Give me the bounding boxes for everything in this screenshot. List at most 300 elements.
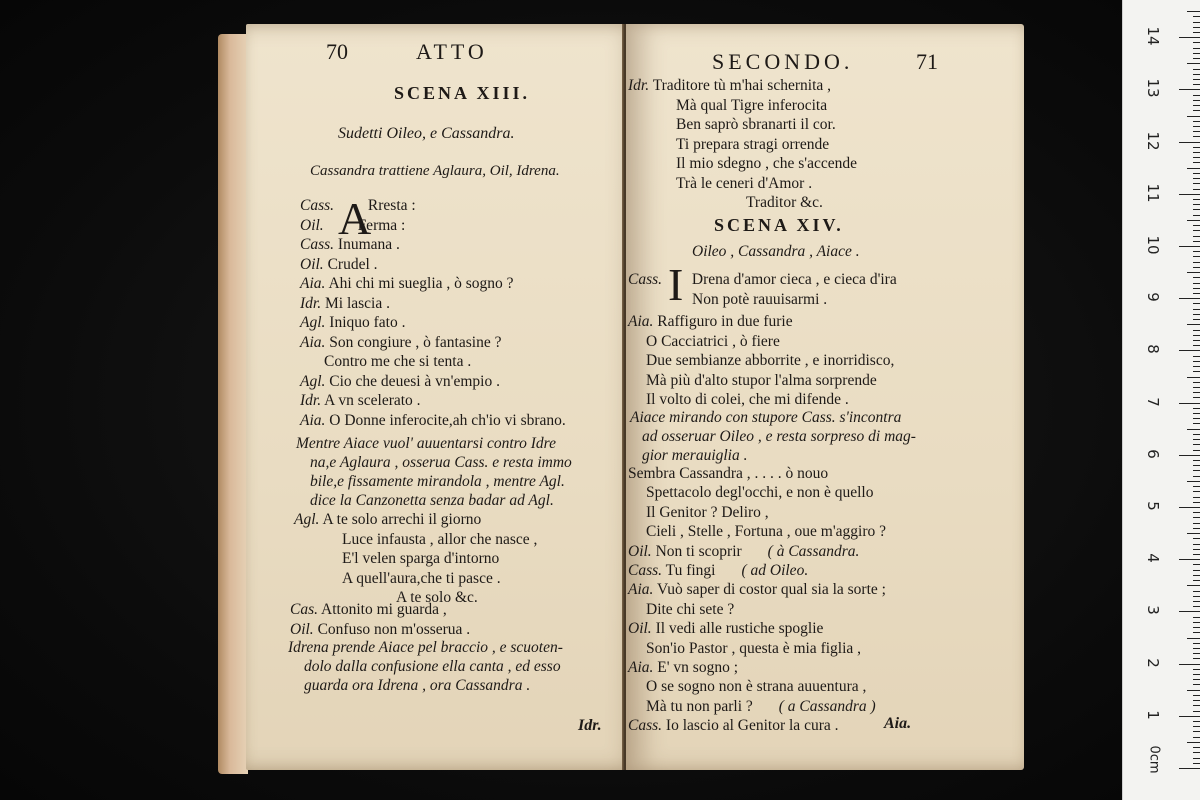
ruler-tick [1193, 345, 1200, 346]
speaker-label: Idr. [628, 77, 650, 94]
text-line [342, 569, 501, 588]
ruler-tick [1193, 538, 1200, 539]
ruler-tick [1193, 387, 1200, 388]
text-line [646, 503, 769, 522]
ruler-tick [1193, 147, 1200, 148]
ruler-tick [1179, 455, 1200, 456]
ruler-tick [1193, 251, 1200, 252]
ruler-tick [1193, 183, 1200, 184]
verse-text: Il Genitor ? Deliro , [646, 503, 769, 521]
verse-text: Mà tu non parli ? [646, 697, 753, 715]
ruler-tick [1193, 262, 1200, 263]
characters: Oileo , Cassandra , Aiace . [692, 243, 860, 260]
verse-text: Raffiguro in due furie [657, 313, 793, 330]
text-line [342, 530, 537, 549]
ruler-number: 4 [1144, 553, 1162, 563]
speaker-label: Cass. [300, 236, 335, 253]
ruler-tick [1193, 58, 1200, 59]
ruler-tick [1193, 236, 1200, 237]
verse-text: Mà più d'alto stupor l'alma sorprende [646, 371, 877, 389]
text-line [300, 411, 566, 430]
verse-text: Rresta : [367, 197, 416, 214]
verse-text: Son'io Pastor , questa è mia figlia , [646, 639, 862, 657]
ruler-unit-label: 0cm [1146, 745, 1162, 774]
speaker-label: Cass. [628, 717, 663, 735]
verse-text: E' vn sogno ; [657, 659, 739, 676]
ruler-tick [1193, 173, 1200, 174]
text-line [342, 549, 499, 568]
text-line [646, 390, 849, 409]
ruler-tick [1193, 277, 1200, 278]
direction-line: ad osseruar Oileo , e resta sorpreso di mag- [642, 428, 916, 445]
speaker-label: Cass. [628, 271, 663, 288]
text-line [628, 658, 738, 677]
ruler-tick [1187, 742, 1200, 743]
ruler-tick [1193, 497, 1200, 498]
ruler-tick [1193, 162, 1200, 163]
ruler-tick [1193, 726, 1200, 727]
ruler-tick [1187, 116, 1200, 117]
ruler-tick [1187, 324, 1200, 325]
text-line [628, 312, 793, 331]
speaker-label: Cass. [300, 197, 335, 214]
ruler-tick [1193, 303, 1200, 304]
direction-line: dice la Canzonetta senza badar ad Agl. [310, 492, 554, 509]
ruler-tick [1193, 439, 1200, 440]
text-line [676, 135, 829, 154]
ruler-number: 2 [1144, 657, 1162, 668]
verse-text: Il vedi alle rustiche spoglie [655, 620, 824, 638]
ruler-tick [1193, 126, 1200, 127]
text-line [290, 620, 470, 639]
ruler-tick [1193, 32, 1200, 33]
ruler-tick [1193, 84, 1200, 85]
ruler-tick [1179, 559, 1200, 560]
page-number: 70 [326, 39, 348, 64]
ruler-tick [1193, 434, 1200, 435]
ruler-tick [1193, 392, 1200, 393]
ruler-tick [1193, 42, 1200, 43]
verse-text: Non ti scoprir [655, 542, 742, 560]
speaker-label: Idr. [300, 294, 322, 312]
ruler-tick [1193, 267, 1200, 268]
ruler-tick [1193, 209, 1200, 210]
verse-text: O Cacciatrici , ò fiere [646, 332, 780, 350]
ruler-tick [1193, 658, 1200, 659]
direction-line: bile,e fissamente mirandola , mentre Agl. [310, 473, 565, 490]
text-line [646, 639, 861, 658]
verse-text: Due sembianze abborrite , e inorridisco, [646, 352, 895, 369]
characters: Sudetti Oileo, e Cassandra. [338, 125, 515, 142]
ruler-tick [1193, 408, 1200, 409]
ruler-tick [1179, 507, 1200, 508]
ruler-tick [1193, 444, 1200, 445]
ruler-tick [1179, 298, 1200, 299]
ruler-tick [1193, 653, 1200, 654]
ruler-tick [1193, 48, 1200, 49]
text-line [300, 274, 514, 293]
verse-text: A vn scelerato . [324, 392, 421, 409]
verse-text: Spettacolo degl'occhi, e non è quello [646, 484, 874, 502]
ruler-tick [1193, 731, 1200, 732]
verse-text: Io lascio al Genitor la cura . [665, 717, 839, 735]
text-line [628, 464, 828, 483]
text-line [646, 600, 734, 619]
ruler-tick [1187, 11, 1200, 12]
ruler-tick [1193, 627, 1200, 628]
ruler-tick [1187, 220, 1200, 221]
ruler-tick [1193, 674, 1200, 675]
verse-text: Mi lascia . [324, 294, 390, 312]
verse-text: Trà le ceneri d'Amor . [676, 174, 813, 192]
ruler-tick [1193, 763, 1200, 764]
ruler-tick [1193, 460, 1200, 461]
ruler-tick [1193, 330, 1200, 331]
ruler-number: 13 [1144, 78, 1162, 98]
verse-text: Son congiure , ò fantasine ? [329, 333, 502, 351]
ruler-tick [1193, 523, 1200, 524]
scene-title: SCENA XIV. [714, 215, 844, 235]
text-line [290, 600, 447, 619]
ruler-tick [1193, 643, 1200, 644]
ruler-number: 1 [1144, 710, 1162, 720]
running-head: ATTO [416, 39, 488, 64]
ruler-tick [1193, 22, 1200, 23]
drop-cap: I [668, 259, 684, 310]
ruler-tick [1193, 570, 1200, 571]
ruler-tick [1193, 752, 1200, 753]
ruler-number: 14 [1144, 26, 1162, 46]
direction-line: guarda ora Idrena , ora Cassandra . [304, 677, 531, 694]
ruler-tick [1193, 580, 1200, 581]
scene-title: SCENA XIII. [394, 83, 531, 103]
ruler-tick [1187, 168, 1200, 169]
speaker-label: Oil. [300, 255, 324, 273]
ruler-tick [1179, 716, 1200, 717]
aside-direction: ( à Cassandra. [767, 542, 860, 560]
speaker-label: Agl. [294, 511, 320, 528]
speaker-label: Aia. [300, 333, 326, 351]
ruler-tick [1193, 157, 1200, 158]
ruler-tick [1193, 319, 1200, 320]
text-line [628, 716, 839, 735]
ruler-tick [1187, 272, 1200, 273]
text-line [746, 193, 823, 212]
text-line [300, 313, 405, 332]
verse-text: Cio che deuesi à vn'empio . [329, 372, 500, 390]
ruler-tick [1193, 189, 1200, 190]
verse-text: O se sogno non è strana auuentura , [646, 678, 867, 696]
ruler-tick [1187, 585, 1200, 586]
verse-text: A te solo &c. [396, 589, 478, 606]
text-line [646, 371, 877, 390]
text-line [300, 294, 390, 313]
ruler-tick [1193, 747, 1200, 748]
text-line [646, 697, 876, 716]
ruler-tick [1193, 356, 1200, 357]
ruler-tick [1193, 617, 1200, 618]
ruler-tick [1193, 465, 1200, 466]
ruler-number: 7 [1144, 396, 1162, 407]
text-line [646, 483, 873, 502]
measuring-ruler [1122, 0, 1200, 800]
ruler-tick [1193, 528, 1200, 529]
ruler-tick [1193, 622, 1200, 623]
ruler-tick [1193, 544, 1200, 545]
verse-text: Crudel . [327, 255, 378, 273]
speaker-label: Cass. [628, 562, 663, 579]
ruler-tick [1193, 256, 1200, 257]
ruler-tick [1193, 470, 1200, 471]
ruler-tick [1187, 481, 1200, 482]
speaker-label: Aia. [628, 659, 654, 676]
ruler-number: 11 [1144, 183, 1162, 203]
ruler-tick [1193, 591, 1200, 592]
ruler-tick [1179, 664, 1200, 665]
speaker-label: Oil. [300, 216, 324, 234]
speaker-label: Cas. [290, 601, 318, 618]
text-line [628, 76, 831, 95]
ruler-tick [1187, 690, 1200, 691]
verse-text: Traditore tù m'hai schernita , [652, 77, 831, 94]
verse-text: Luce infausta , allor che nasce , [342, 530, 538, 548]
speaker-label: Aia. [300, 411, 326, 429]
text-line [646, 677, 866, 696]
ruler-tick [1187, 638, 1200, 639]
verse-text: Confuso non m'osserua . [317, 620, 471, 638]
ruler-tick [1179, 194, 1200, 195]
verse-text: Non potè rauuisarmi . [692, 290, 828, 308]
text-line [300, 391, 421, 410]
drop-cap: A [338, 193, 372, 244]
ruler-tick [1193, 288, 1200, 289]
ruler-tick [1193, 476, 1200, 477]
ruler-tick [1179, 350, 1200, 351]
text-line [646, 351, 894, 370]
ruler-tick [1187, 533, 1200, 534]
verse-text: Mà qual Tigre inferocita [676, 96, 828, 114]
ruler-tick [1193, 366, 1200, 367]
text-line [628, 580, 886, 599]
text-line [646, 522, 886, 541]
ruler-tick [1193, 152, 1200, 153]
verse-text: Ben saprò sbranarti il cor. [676, 116, 836, 133]
text-line [676, 174, 812, 193]
direction-line: Idrena prende Aiace pel braccio , e scuoten- [288, 639, 563, 656]
ruler-tick [1187, 377, 1200, 378]
ruler-tick [1179, 246, 1200, 247]
stage-direction: Cassandra trattiene Aglaura, Oil, Idrena. [310, 163, 560, 179]
open-book [218, 20, 1030, 778]
ruler-tick [1179, 611, 1200, 612]
speaker-label: Idr. [300, 392, 322, 409]
ruler-tick [1193, 16, 1200, 17]
ruler-tick [1193, 450, 1200, 451]
verse-text: Sembra Cassandra , . . . . ò nouo [628, 465, 829, 482]
ruler-tick [1193, 721, 1200, 722]
verse-text: Inumana . [337, 236, 400, 253]
ruler-tick [1193, 632, 1200, 633]
verse-text: Attonito mi guarda , [321, 601, 447, 618]
ruler-tick [1179, 768, 1200, 769]
ruler-tick [1193, 684, 1200, 685]
ruler-tick [1193, 74, 1200, 75]
ruler-tick [1179, 89, 1200, 90]
ruler-tick [1193, 110, 1200, 111]
ruler-tick [1193, 397, 1200, 398]
ruler-tick [1193, 554, 1200, 555]
verse-text: Ti prepara stragi orrende [676, 135, 830, 153]
aside-direction: ( ad Oileo. [741, 562, 809, 579]
ruler-tick [1193, 596, 1200, 597]
ruler-tick [1193, 491, 1200, 492]
speaker-label: Oil. [290, 620, 314, 638]
ruler-tick [1193, 382, 1200, 383]
verse-text: Traditor &c. [746, 194, 823, 211]
ruler-tick [1193, 131, 1200, 132]
ruler-number: 3 [1144, 605, 1162, 616]
ruler-tick [1193, 309, 1200, 310]
speaker-label: Aia. [628, 581, 654, 599]
verse-text: Tu fingi [665, 562, 716, 579]
speaker-label: Oil. [628, 542, 652, 560]
text-line [300, 372, 500, 391]
ruler-tick [1179, 37, 1200, 38]
direction-line: dolo dalla confusione ella canta , ed esso [304, 658, 561, 675]
ruler-tick [1193, 695, 1200, 696]
ruler-tick [1193, 27, 1200, 28]
direction-line: Aiace mirando con stupore Cass. s'incontra [630, 409, 902, 426]
ruler-tick [1193, 335, 1200, 336]
text-line [646, 332, 780, 351]
ruler-tick [1193, 711, 1200, 712]
direction-line: Mentre Aiace vuol' auuentarsi contro Idre [296, 435, 557, 452]
ruler-tick [1193, 737, 1200, 738]
ruler-tick [1193, 502, 1200, 503]
verse-text: A quell'aura,che ti pasce . [342, 569, 501, 587]
ruler-tick [1193, 564, 1200, 565]
ruler-tick [1193, 549, 1200, 550]
text-line [294, 510, 481, 529]
ruler-number: 9 [1144, 292, 1162, 302]
ruler-tick [1193, 340, 1200, 341]
text-line [676, 115, 836, 134]
speaker-label: Agl. [300, 314, 326, 331]
ruler-tick [1193, 679, 1200, 680]
verse-text: Contro me che si tenta . [324, 353, 472, 370]
ruler-tick [1179, 142, 1200, 143]
speaker-label: Oil. [628, 620, 652, 638]
catchword: Aia. [884, 715, 912, 732]
ruler-tick [1187, 429, 1200, 430]
page-edges [218, 34, 248, 774]
ruler-tick [1193, 105, 1200, 106]
ruler-tick [1193, 100, 1200, 101]
ruler-tick [1193, 606, 1200, 607]
aside-direction: ( a Cassandra ) [778, 697, 876, 715]
ruler-tick [1193, 413, 1200, 414]
right-page [626, 24, 1024, 770]
ruler-tick [1193, 648, 1200, 649]
ruler-number: 10 [1144, 235, 1162, 255]
ruler-tick [1193, 293, 1200, 294]
verse-text: Ferma : [357, 216, 406, 234]
ruler-tick [1193, 79, 1200, 80]
text-line [628, 542, 859, 561]
direction-line: gior merauiglia . [642, 447, 748, 464]
ruler-tick [1193, 199, 1200, 200]
speaker-label: Aia. [628, 313, 654, 330]
page-number: 71 [916, 49, 938, 74]
ruler-tick [1193, 700, 1200, 701]
ruler-number: 5 [1144, 501, 1162, 511]
text-line [676, 96, 827, 115]
text-line [628, 270, 897, 289]
speaker-label: Aia. [300, 275, 326, 292]
left-page [246, 24, 646, 770]
text-line [300, 333, 501, 352]
ruler-number: 6 [1144, 449, 1162, 459]
ruler-tick [1193, 669, 1200, 670]
running-head: SECONDO. [712, 49, 854, 74]
ruler-tick [1193, 361, 1200, 362]
verse-text: O Donne inferocite,ah ch'io vi sbrano. [329, 411, 566, 429]
ruler-number: 8 [1144, 344, 1162, 355]
verse-text: Cieli , Stelle , Fortuna , oue m'aggiro ? [646, 523, 886, 541]
text-line [324, 352, 471, 371]
ruler-tick [1193, 121, 1200, 122]
verse-text: A te solo arrechi il giorno [322, 511, 482, 528]
ruler-tick [1193, 423, 1200, 424]
ruler-tick [1193, 230, 1200, 231]
ruler-tick [1193, 241, 1200, 242]
ruler-tick [1179, 403, 1200, 404]
ruler-tick [1193, 95, 1200, 96]
ruler-tick [1193, 371, 1200, 372]
ruler-tick [1187, 63, 1200, 64]
ruler-tick [1193, 486, 1200, 487]
verse-text: Drena d'amor cieca , e cieca d'ira [691, 271, 897, 288]
text-line [628, 561, 808, 580]
ruler-tick [1193, 283, 1200, 284]
ruler-tick [1193, 136, 1200, 137]
catchword: Idr. [578, 717, 602, 734]
ruler-tick [1193, 178, 1200, 179]
ruler-number: 12 [1144, 131, 1162, 151]
ruler-tick [1193, 53, 1200, 54]
ruler-tick [1193, 204, 1200, 205]
ruler-tick [1193, 418, 1200, 419]
text-line [692, 290, 827, 309]
text-line [300, 255, 378, 274]
verse-text: Vuò saper di costor qual sia la sorte ; [657, 581, 886, 599]
ruler-tick [1193, 601, 1200, 602]
text-line [676, 154, 857, 173]
ruler-tick [1193, 517, 1200, 518]
verse-text: Il volto di colei, che mi difende . [646, 391, 849, 408]
direction-line: na,e Aglaura , osserua Cass. e resta immo [310, 454, 572, 471]
speaker-label: Agl. [300, 372, 326, 390]
ruler-tick [1193, 215, 1200, 216]
ruler-tick [1193, 69, 1200, 70]
ruler-tick [1193, 575, 1200, 576]
ruler-tick [1193, 225, 1200, 226]
verse-text: Il mio sdegno , che s'accende [676, 155, 857, 172]
ruler-tick [1193, 758, 1200, 759]
ruler-tick [1193, 314, 1200, 315]
text-line [628, 619, 823, 638]
verse-text: Ahi chi mi sueglia , ò sogno ? [328, 275, 514, 292]
